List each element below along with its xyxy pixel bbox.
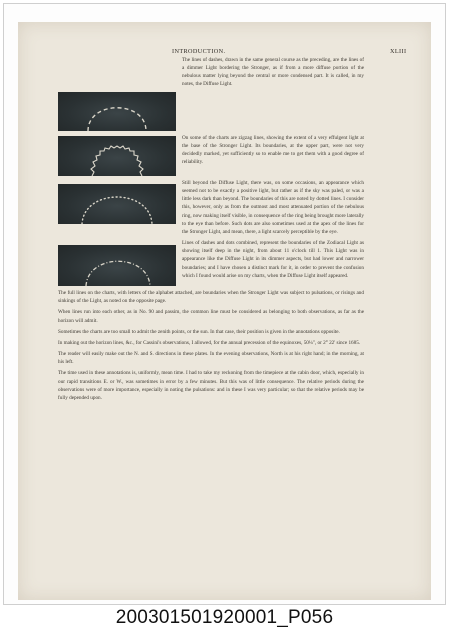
paragraph-zenith-points: Sometimes the charts are too small to admit the zenith points, or the sun. In that case, their position is given in the annotations opposite. (58, 328, 340, 335)
figure-zigzag-arc (58, 136, 176, 176)
dash-dot-arc-icon (58, 245, 176, 286)
figure-dotted-arc (58, 184, 176, 224)
zigzag-arc-icon (58, 136, 176, 176)
paragraph-diffuse-light: The lines of dashes, drawn in the same general course as the preceding, are the lines of a dimmer Light bordering the Stronger, as if from a more diffuse portion of the nebulous matter lying beyond the central or more condensed part. It is called, in my notes, the Diffuse Light. (182, 57, 364, 88)
page-body (58, 56, 364, 402)
paragraph-directions: The reader will easily make out the N. and S. directions in these plates. In the evening observations, North is at his right hand; in the morning, at his left. (58, 351, 364, 366)
figure-dashed-arc (58, 92, 176, 131)
paragraph-full-lines: The full lines on the charts, with letters of the alphabet attached, are boundaries when the Stronger Light was subject to pulsations, or risings and sinkings of the Light, as noted on the opposite page. (58, 290, 364, 305)
paragraph-zodiacal-light: Lines of dashes and dots combined, represent the boundaries of the Zodiacal Light as showing itself deep in the night, from about 11 o'clock till 1. This Light was in appearance like the Diffuse Light in its dimmer aspects, but had lower and narrower boundaries; and I have chosen a distinct mark for it, in order to prevent the confusion which I found would arise on my charts, when the Diffuse Light itself appeared. (182, 240, 364, 279)
figure-dash-dot-arc (58, 245, 176, 286)
paragraph-common-line: When lines run into each other, as in No. 90 and passim, the common line must be considered as belonging to both observations, as far as the horizon will admit. (58, 309, 364, 324)
page-number: XLIII (390, 48, 407, 55)
running-title: INTRODUCTION. (172, 48, 226, 55)
paragraph-dotted-lines: Still beyond the Diffuse Light, there was, on some occasions, an appearance which seemed not to be exactly a positive light, but rather as if the sky was paled, or was a little less dark than beyond. The boundaries of this are noted by dotted lines. I consider this, however, only as from the outmost and most attenuated portion of the nebulous ring, now making itself visible, in consequence of the ring being brought more laterally to the eye than before. Such dots are also sometimes used at the apex of the lines for the Stronger Light, and mean, there, a light scarcely perceptible by the eye. (182, 180, 364, 235)
paragraph-zigzag-lines: On some of the charts are zigzag lines, showing the extent of a very effulgent light at the base of the Stronger Light. Its boundaries, at the upper part, were not very decidedly marked, yet sufficiently so to enable me to get them with a good degree of reliability. (182, 135, 364, 166)
image-caption: 200301501920001_P056 (115, 607, 334, 628)
paragraph-precession: In making out the horizon lines, &c., for Cassini's observations, I allowed, for the annual precession of the equinoxes, 50¼", or 2° 22' since 1685. (58, 339, 361, 346)
paragraph-mean-time: The time used in these annotations is, uniformly, mean time. I had to take my reckoning from the timepiece at the cabin door, which, especially in our rapid transitions E. or W., was sometimes in error by a few minutes. But this was of little consequence. The relative periods during the observations were of more importance, especially in noting the pulsations: and in these I was very particular; so that the relative periods may be fully depended upon. (58, 370, 364, 401)
dashed-arc-icon (58, 92, 176, 131)
dotted-arc-icon (58, 184, 176, 224)
